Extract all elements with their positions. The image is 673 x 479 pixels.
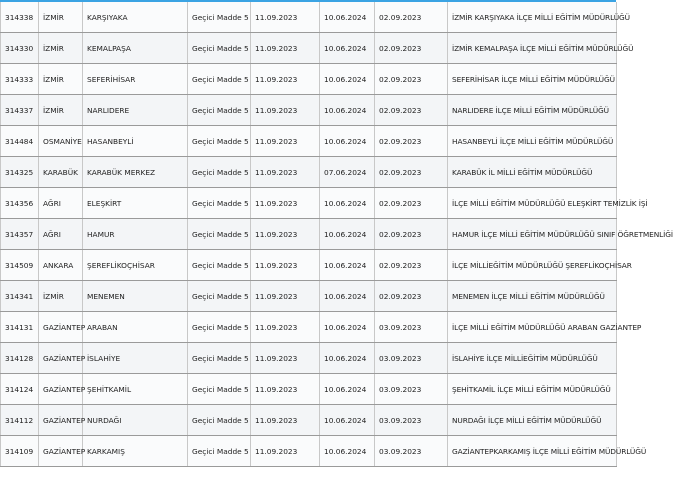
- posting-date-cell: 02.09.2023: [375, 95, 448, 126]
- start-date-cell: 11.09.2023: [251, 126, 320, 157]
- table-row: [1, 64, 617, 95]
- district-cell: ŞEHİTKAMİL: [83, 374, 188, 405]
- posting-date-cell: 03.09.2023: [375, 374, 448, 405]
- article-cell: Geçici Madde 5: [188, 374, 251, 405]
- row-id-link[interactable]: 314484: [1, 126, 39, 157]
- end-date-cell: 10.06.2024: [320, 33, 375, 64]
- province-cell: GAZİANTEP: [39, 374, 83, 405]
- province-cell: İZMİR: [39, 33, 83, 64]
- start-date-cell: 11.09.2023: [251, 2, 320, 33]
- end-date-cell: 10.06.2024: [320, 250, 375, 281]
- start-date-cell: 11.09.2023: [251, 250, 320, 281]
- end-date-cell: 10.06.2024: [320, 281, 375, 312]
- article-cell: Geçici Madde 5: [188, 64, 251, 95]
- posting-date-cell: 03.09.2023: [375, 312, 448, 343]
- start-date-cell: 11.09.2023: [251, 374, 320, 405]
- district-cell: MENEMEN: [83, 281, 188, 312]
- row-id-link[interactable]: 314109: [1, 436, 39, 467]
- article-cell: Geçici Madde 5: [188, 405, 251, 436]
- directorate-cell: HASANBEYLİ İLÇE MİLLİ EĞİTİM MÜDÜRLÜĞÜ: [448, 126, 617, 157]
- posting-date-cell: 02.09.2023: [375, 33, 448, 64]
- district-cell: İSLAHİYE: [83, 343, 188, 374]
- province-cell: GAZİANTEP: [39, 312, 83, 343]
- start-date-cell: 11.09.2023: [251, 33, 320, 64]
- province-cell: AĞRI: [39, 219, 83, 250]
- row-id-link[interactable]: 314131: [1, 312, 39, 343]
- province-cell: ANKARA: [39, 250, 83, 281]
- start-date-cell: 11.09.2023: [251, 281, 320, 312]
- table-row: [1, 281, 617, 312]
- table-row: [1, 157, 617, 188]
- posting-date-cell: 03.09.2023: [375, 436, 448, 467]
- directorate-cell: İSLAHİYE İLÇE MİLLİEĞİTİM MÜDÜRLÜĞÜ: [448, 343, 617, 374]
- posting-date-cell: 02.09.2023: [375, 219, 448, 250]
- directorate-cell: İLÇE MİLLİEĞİTİM MÜDÜRLÜĞÜ ŞEREFLİKOÇHİSAR: [448, 250, 617, 281]
- directorate-cell: KARABÜK İL MİLLİ EĞİTİM MÜDÜRLÜĞÜ: [448, 157, 617, 188]
- article-cell: Geçici Madde 5: [188, 157, 251, 188]
- directorate-cell: İZMİR KARŞIYAKA İLÇE MİLLİ EĞİTİM MÜDÜRLÜĞÜ: [448, 2, 617, 33]
- start-date-cell: 11.09.2023: [251, 95, 320, 126]
- row-id-link[interactable]: 314357: [1, 219, 39, 250]
- posting-date-cell: 03.09.2023: [375, 405, 448, 436]
- end-date-cell: 07.06.2024: [320, 157, 375, 188]
- table-row: [1, 126, 617, 157]
- directorate-cell: GAZİANTEPKARKAMIŞ İLÇE MİLLİ EĞİTİM MÜDÜRLÜĞÜ: [448, 436, 617, 467]
- article-cell: Geçici Madde 5: [188, 219, 251, 250]
- directorate-cell: İLÇE MİLLİ EĞİTİM MÜDÜRLÜĞÜ ELEŞKİRT TEMİZLİK İŞİ: [448, 188, 617, 219]
- end-date-cell: 10.06.2024: [320, 64, 375, 95]
- table-row: [1, 436, 617, 467]
- row-id-link[interactable]: 314112: [1, 405, 39, 436]
- article-cell: Geçici Madde 5: [188, 343, 251, 374]
- district-cell: KEMALPAŞA: [83, 33, 188, 64]
- end-date-cell: 10.06.2024: [320, 126, 375, 157]
- province-cell: İZMİR: [39, 281, 83, 312]
- start-date-cell: 11.09.2023: [251, 157, 320, 188]
- province-cell: GAZİANTEP: [39, 343, 83, 374]
- table-row: [1, 405, 617, 436]
- directorate-cell: NURDAĞI İLÇE MİLLİ EĞİTİM MÜDÜRLÜĞÜ: [448, 405, 617, 436]
- row-id-link[interactable]: 314124: [1, 374, 39, 405]
- province-cell: AĞRI: [39, 188, 83, 219]
- row-id-link[interactable]: 314330: [1, 33, 39, 64]
- district-cell: SEFERİHİSAR: [83, 64, 188, 95]
- directorate-cell: HAMUR İLÇE MİLLİ EĞİTİM MÜDÜRLÜĞÜ SINIF ÖĞRETMENLİĞİ: [448, 219, 617, 250]
- directorate-cell: SEFERİHİSAR İLÇE MİLLİ EĞİTİM MÜDÜRLÜĞÜ: [448, 64, 617, 95]
- end-date-cell: 10.06.2024: [320, 405, 375, 436]
- row-id-link[interactable]: 314333: [1, 64, 39, 95]
- end-date-cell: 10.06.2024: [320, 312, 375, 343]
- article-cell: Geçici Madde 5: [188, 95, 251, 126]
- directorate-cell: NARLIDERE İLÇE MİLLİ EĞİTİM MÜDÜRLÜĞÜ: [448, 95, 617, 126]
- district-cell: NURDAĞI: [83, 405, 188, 436]
- end-date-cell: 10.06.2024: [320, 436, 375, 467]
- end-date-cell: 10.06.2024: [320, 374, 375, 405]
- start-date-cell: 11.09.2023: [251, 436, 320, 467]
- table-row: [1, 219, 617, 250]
- end-date-cell: 10.06.2024: [320, 343, 375, 374]
- district-cell: NARLIDERE: [83, 95, 188, 126]
- posting-date-cell: 02.09.2023: [375, 281, 448, 312]
- table-row: [1, 95, 617, 126]
- end-date-cell: 10.06.2024: [320, 219, 375, 250]
- row-id-link[interactable]: 314128: [1, 343, 39, 374]
- article-cell: Geçici Madde 5: [188, 312, 251, 343]
- start-date-cell: 11.09.2023: [251, 343, 320, 374]
- table-row: [1, 188, 617, 219]
- start-date-cell: 11.09.2023: [251, 188, 320, 219]
- posting-date-cell: 02.09.2023: [375, 250, 448, 281]
- district-cell: KARŞIYAKA: [83, 2, 188, 33]
- province-cell: İZMİR: [39, 64, 83, 95]
- posting-date-cell: 02.09.2023: [375, 2, 448, 33]
- row-id-link[interactable]: 314325: [1, 157, 39, 188]
- article-cell: Geçici Madde 5: [188, 2, 251, 33]
- article-cell: Geçici Madde 5: [188, 250, 251, 281]
- table-row: [1, 312, 617, 343]
- posting-date-cell: 02.09.2023: [375, 188, 448, 219]
- district-cell: KARKAMIŞ: [83, 436, 188, 467]
- directorate-cell: ŞEHİTKAMİL İLÇE MİLLİ EĞİTİM MÜDÜRLÜĞÜ: [448, 374, 617, 405]
- table-row: [1, 33, 617, 64]
- province-cell: İZMİR: [39, 2, 83, 33]
- posting-date-cell: 02.09.2023: [375, 126, 448, 157]
- end-date-cell: 10.06.2024: [320, 2, 375, 33]
- province-cell: KARABÜK: [39, 157, 83, 188]
- start-date-cell: 11.09.2023: [251, 312, 320, 343]
- results-table: [0, 2, 673, 467]
- row-id-link[interactable]: 314338: [1, 2, 39, 33]
- row-id-link[interactable]: 314341: [1, 281, 39, 312]
- article-cell: Geçici Madde 5: [188, 33, 251, 64]
- row-id-link[interactable]: 314356: [1, 188, 39, 219]
- article-cell: Geçici Madde 5: [188, 281, 251, 312]
- posting-date-cell: 02.09.2023: [375, 157, 448, 188]
- district-cell: ARABAN: [83, 312, 188, 343]
- province-cell: GAZİANTEP: [39, 436, 83, 467]
- article-cell: Geçici Madde 5: [188, 436, 251, 467]
- directorate-cell: İZMİR KEMALPAŞA İLÇE MİLLİ EĞİTİM MÜDÜRLÜĞÜ: [448, 33, 617, 64]
- row-id-link[interactable]: 314509: [1, 250, 39, 281]
- table-row: [1, 374, 617, 405]
- district-cell: KARABÜK MERKEZ: [83, 157, 188, 188]
- start-date-cell: 11.09.2023: [251, 405, 320, 436]
- province-cell: İZMİR: [39, 95, 83, 126]
- start-date-cell: 11.09.2023: [251, 64, 320, 95]
- start-date-cell: 11.09.2023: [251, 219, 320, 250]
- district-cell: HASANBEYLİ: [83, 126, 188, 157]
- article-cell: Geçici Madde 5: [188, 188, 251, 219]
- province-cell: GAZİANTEP: [39, 405, 83, 436]
- article-cell: Geçici Madde 5: [188, 126, 251, 157]
- province-cell: OSMANİYE: [39, 126, 83, 157]
- district-cell: HAMUR: [83, 219, 188, 250]
- district-cell: ELEŞKİRT: [83, 188, 188, 219]
- table-row: [1, 250, 617, 281]
- directorate-cell: İLÇE MİLLİ EĞİTİM MÜDÜRLÜĞÜ ARABAN GAZİANTEP: [448, 312, 617, 343]
- posting-date-cell: 02.09.2023: [375, 64, 448, 95]
- end-date-cell: 10.06.2024: [320, 95, 375, 126]
- directorate-cell: MENEMEN İLÇE MİLLİ EĞİTİM MÜDÜRLÜĞÜ: [448, 281, 617, 312]
- end-date-cell: 10.06.2024: [320, 188, 375, 219]
- table-row: [1, 2, 617, 33]
- table-row: [1, 343, 617, 374]
- row-id-link[interactable]: 314337: [1, 95, 39, 126]
- district-cell: ŞEREFLİKOÇHİSAR: [83, 250, 188, 281]
- posting-date-cell: 03.09.2023: [375, 343, 448, 374]
